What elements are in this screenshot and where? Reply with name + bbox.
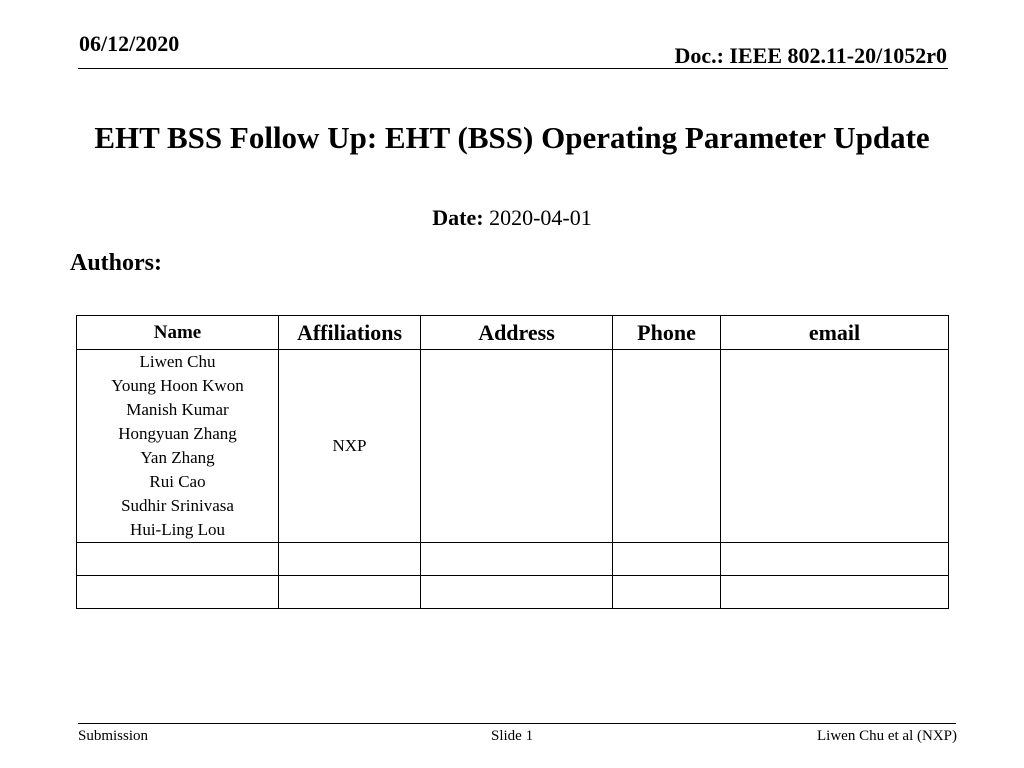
- author-name: Hongyuan Zhang: [118, 424, 237, 443]
- footer-submission: Submission: [78, 728, 149, 744]
- email-cell: [721, 350, 949, 543]
- header-divider: [78, 68, 948, 69]
- slide-title: EHT BSS Follow Up: EHT (BSS) Operating Parameter Update: [94, 120, 930, 155]
- footer-slide-number: Slide 1: [491, 728, 534, 744]
- date-value: 2020-04-01: [483, 205, 592, 230]
- author-name: Sudhir Srinivasa: [121, 496, 234, 515]
- header-email: email: [721, 316, 949, 350]
- empty-cell: [279, 576, 421, 609]
- author-name: Manish Kumar: [126, 400, 229, 419]
- author-name: Hui-Ling Lou: [130, 520, 225, 539]
- authors-table: [76, 315, 949, 609]
- author-name: Young Hoon Kwon: [111, 376, 244, 395]
- table-row: [77, 350, 949, 543]
- address-cell: [421, 350, 613, 543]
- empty-cell: [721, 576, 949, 609]
- authors-heading: Authors:: [70, 250, 163, 276]
- table-header-row: [77, 316, 949, 350]
- header-phone: Phone: [613, 316, 721, 350]
- empty-cell: [613, 543, 721, 576]
- empty-cell: [279, 543, 421, 576]
- header-doc-id: Doc.: IEEE 802.11-20/1052r0: [674, 43, 947, 68]
- author-name: Rui Cao: [149, 472, 206, 491]
- author-name: Yan Zhang: [140, 448, 215, 467]
- header-date: 06/12/2020: [79, 31, 180, 56]
- author-name: Liwen Chu: [139, 352, 216, 371]
- table-row: [77, 576, 949, 609]
- empty-cell: [721, 543, 949, 576]
- empty-cell: [77, 543, 279, 576]
- phone-cell: [613, 350, 721, 543]
- empty-cell: [421, 543, 613, 576]
- affiliation-cell: NXP: [279, 350, 421, 543]
- header-address: Address: [421, 316, 613, 350]
- date-line: [0, 205, 1024, 231]
- footer-divider: [78, 723, 956, 724]
- table-row: [77, 543, 949, 576]
- empty-cell: [421, 576, 613, 609]
- empty-cell: [77, 576, 279, 609]
- empty-cell: [613, 576, 721, 609]
- header-name: Name: [77, 316, 279, 350]
- date-label: Date:: [432, 205, 484, 230]
- author-names-cell: [77, 350, 279, 543]
- header-affiliations: Affiliations: [279, 316, 421, 350]
- footer-author: Liwen Chu et al (NXP): [817, 728, 957, 744]
